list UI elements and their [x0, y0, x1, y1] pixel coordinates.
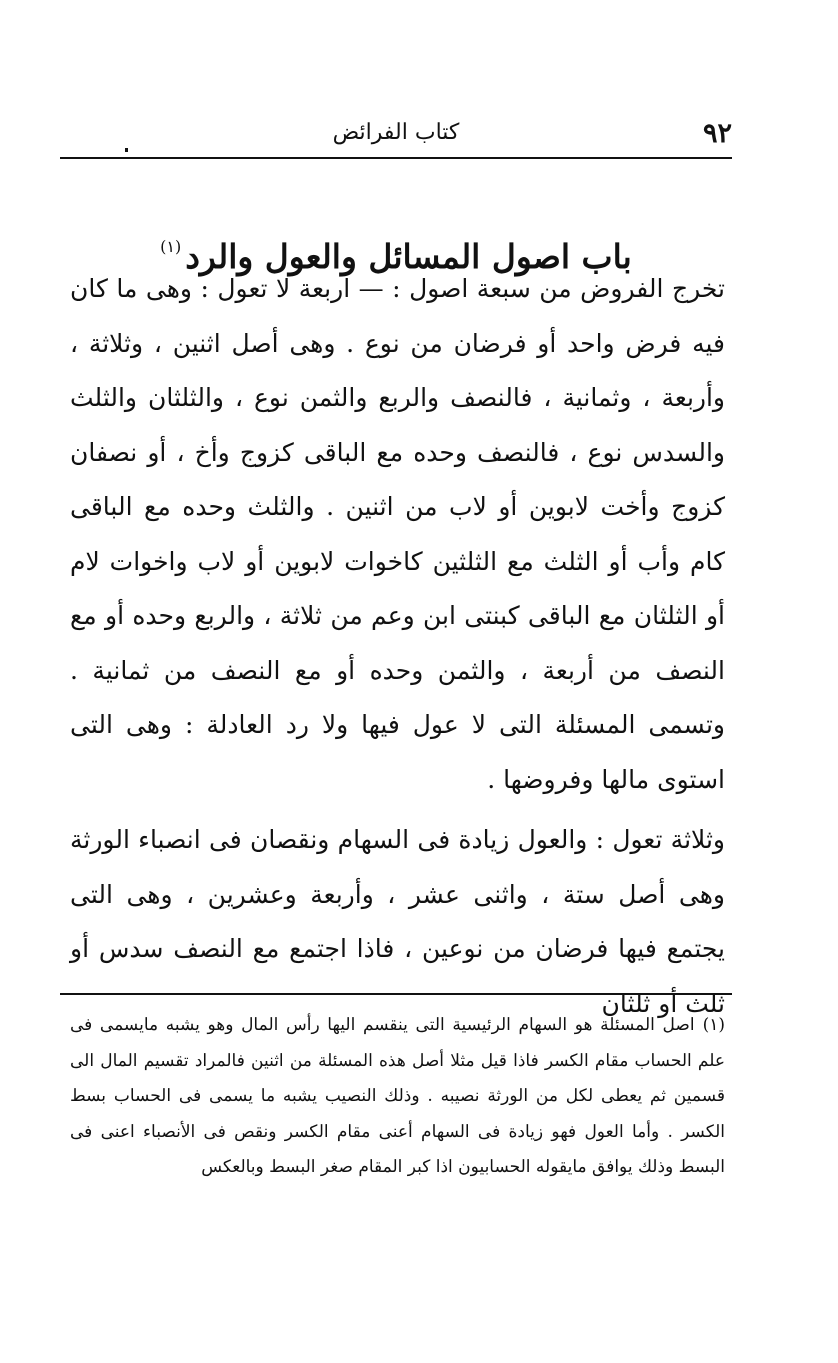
footnote	[70, 1008, 725, 1186]
footnote-reference: (١)	[160, 237, 182, 257]
header-rule	[60, 157, 732, 159]
body-text	[70, 262, 725, 1031]
footnote-mark: (١)	[702, 1015, 725, 1035]
running-head	[60, 112, 732, 156]
paragraph-1: تخرج الفروض من سبعة اصول : — اربعة لا تعول : وهى ما كان فيه فرض واحد أو فرضان من نوع . وهى أصل اثنين ، وثلاثة ، وأربعة ، وثمانية ، فالنصف والربع والثمن نوع ، والثلثان والثلث والسدس نوع ، فالنصف وحده مع الباقى كزوج وأخ ، أو نصفان كزوج وأخت لابوين أو لاب من اثنين . والثلث وحده مع الباقى كام وأب أو الثلث مع الثلثين كاخوات لابوين أو لاب واخوات لام أو الثلثان مع الباقى كبنتى ابن وعم من ثلاثة ، والربع وحده أو مع النصف من أربعة ، والثمن وحده أو مع النصف من ثمانية . وتسمى المسئلة التى لا عول فيها ولا رد العادلة : وهى التى استوى مالها وفروضها .	[70, 274, 725, 794]
running-title: كتاب الفرائض	[332, 120, 460, 145]
footnote-text: اصل المسئلة هو السهام الرئيسية التى ينقسم اليها رأس المال وهو يشبه مايسمى فى علم الحساب مقام الكسر فاذا قيل مثلا أصل هذه المسئلة من اثنين فالمراد تقسيم المال الى قسمين ثم يعطى لكل من الورثة نصيبه . وذلك النصيب يشبه ما يسمى فى الحساب بسط الكسر . وأما العول فهو زيادة فى السهام أعنى مقام الكسر ونقص فى الأنصباء اعنى فى البسط وذلك يوافق مايقوله الحسابيون اذا كبر المقام صغر البسط وبالعكس	[70, 1015, 725, 1177]
header-dot	[125, 148, 128, 152]
page-number: ٩٢	[702, 118, 732, 149]
footnote-rule	[60, 993, 732, 995]
footnote-paragraph	[70, 1008, 725, 1186]
paragraph-2: وثلاثة تعول : والعول زيادة فى السهام ونقصان فى انصباء الورثة وهى أصل ستة ، واثنى عشر ، وأربعة وعشرين ، وهى التى يجتمع فيها فرضان من نوعين ، فاذا اجتمع مع النصف سدس أو ثلث أو ثلثان	[70, 825, 725, 1018]
chapter-title-text: باب اصول المسائل والعول والرد	[185, 237, 632, 277]
